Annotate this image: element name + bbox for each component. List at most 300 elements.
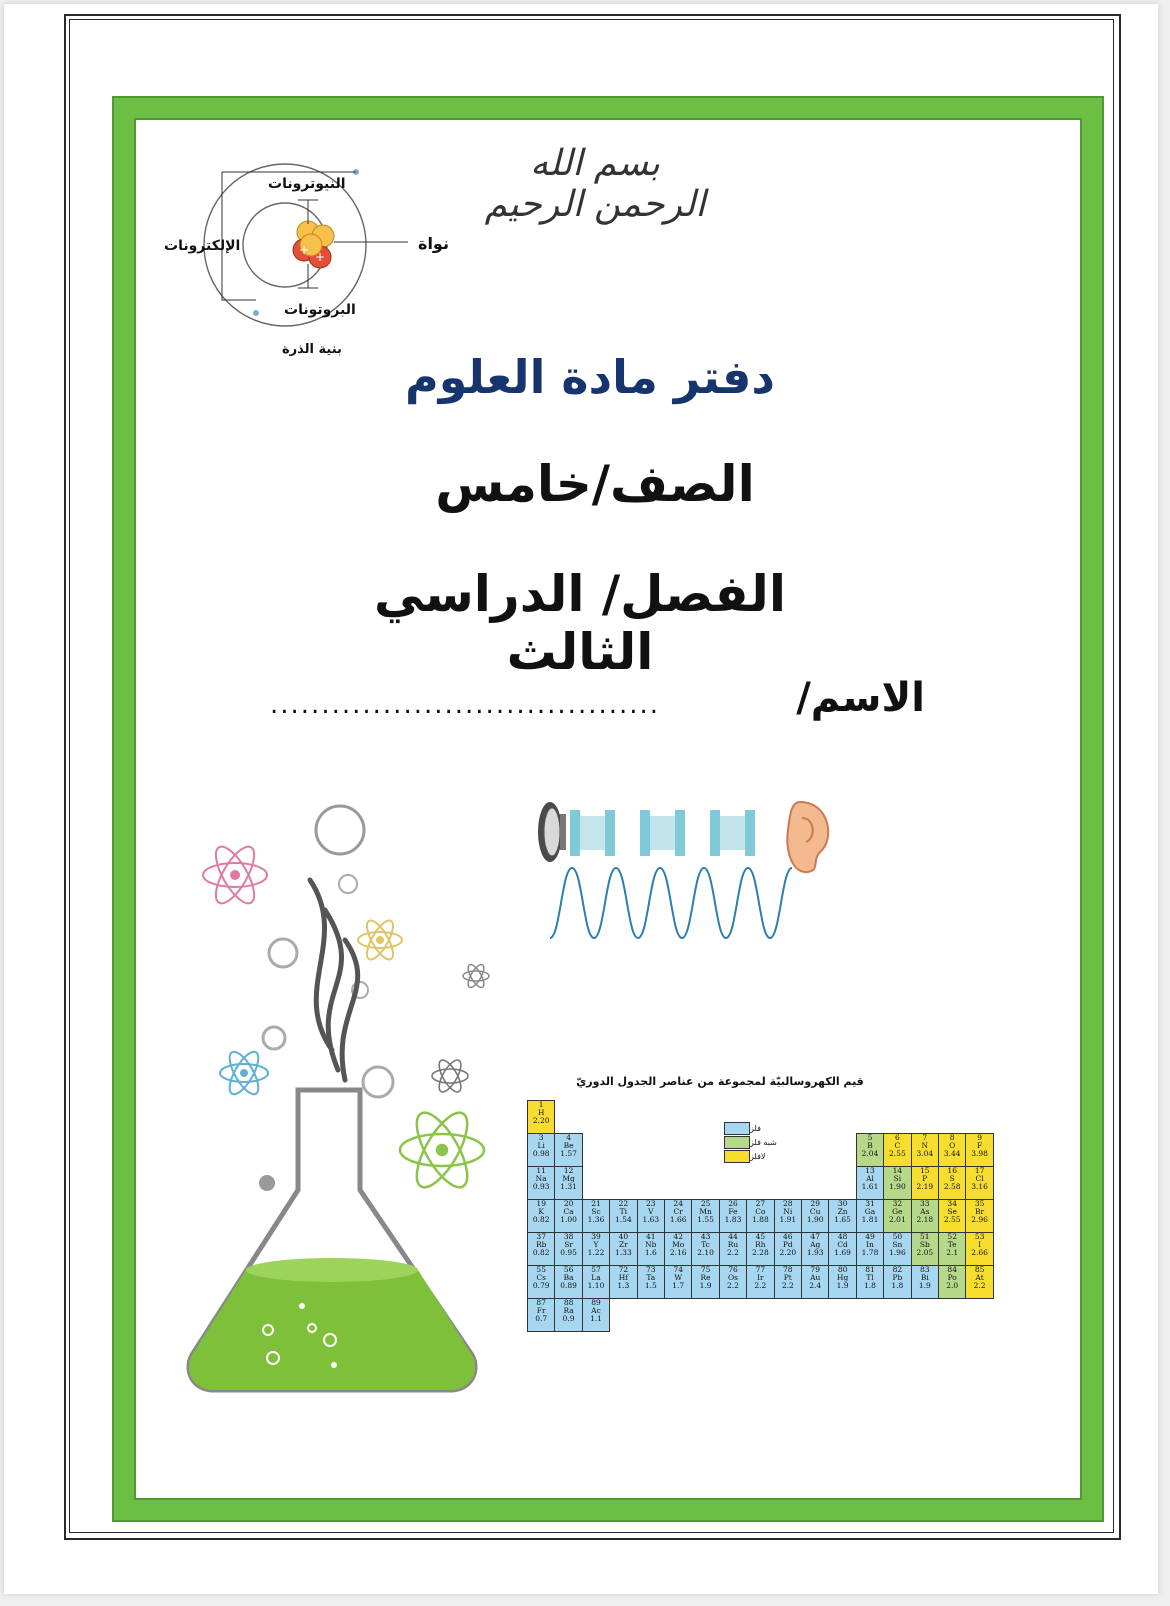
atomic-number: 44 [728,1232,738,1241]
element-symbol: Mn [699,1207,712,1216]
element-symbol: W [674,1273,683,1282]
atomic-number: 85 [974,1265,985,1274]
element-symbol: Al [866,1174,874,1183]
atomic-number: 33 [920,1199,930,1208]
atomic-number: 7 [922,1133,928,1142]
electronegativity-value: 1.90 [806,1215,824,1224]
element-cell-la [582,1265,610,1299]
element-cell-ag [801,1232,829,1266]
electronegativity-value: 1.7 [672,1281,685,1290]
legend-label: فلز [750,1124,761,1133]
atomic-number: 84 [947,1265,957,1274]
atomic-number: 56 [563,1265,574,1274]
electronegativity-value: 2.55 [889,1149,906,1158]
element-cell-te [938,1232,966,1266]
element-symbol: Tc [701,1240,710,1249]
element-cell-ac [582,1298,610,1332]
periodic-table-title: قيم الكهروسالبيّة لمجموعة من عناصر الجدول الدوريّ [576,1075,864,1088]
element-symbol: As [920,1207,930,1216]
electronegativity-value: 1.5 [644,1281,657,1290]
atomic-number: 29 [810,1199,820,1208]
electronegativity-value: 2.18 [916,1215,934,1224]
element-symbol: Ru [727,1240,739,1249]
electronegativity-value: 2.2 [781,1281,794,1290]
element-cell-si [883,1166,911,1200]
element-symbol: Mo [672,1240,685,1249]
element-cell-ba [554,1265,582,1299]
element-cell-ni [774,1199,802,1233]
element-cell-rb [527,1232,555,1266]
element-cell-al [856,1166,884,1200]
sound-wave [550,868,792,938]
electronegativity-value: 2.05 [916,1248,934,1257]
atomic-number: 42 [673,1232,683,1241]
atom-caption: بنية الذرة [282,342,342,357]
element-symbol: Ga [864,1207,876,1216]
element-symbol: Y [593,1240,599,1249]
element-cell-i [965,1232,993,1266]
element-symbol: Rb [535,1240,547,1249]
sound-illustration [530,800,840,960]
atomic-number: 31 [865,1199,875,1208]
element-cell-s [938,1166,966,1200]
electronegativity-value: 0.82 [532,1248,550,1257]
element-cell-cr [664,1199,692,1233]
element-symbol: F [976,1141,983,1150]
atomic-number: 30 [837,1199,848,1208]
atomic-number: 22 [618,1199,629,1208]
element-symbol: Si [893,1174,902,1183]
element-cell-zr [609,1232,637,1266]
electronegativity-value: 1.81 [861,1215,879,1224]
atom-icon [432,1057,468,1095]
element-cell-b [856,1133,884,1167]
electronegativity-value: 0.82 [532,1215,550,1224]
element-symbol: C [894,1141,901,1150]
electronegativity-value: 3.44 [943,1149,961,1158]
electronegativity-value: 1.63 [642,1215,660,1224]
element-symbol: Au [810,1273,821,1282]
element-cell-rh [746,1232,774,1266]
element-cell-li [527,1133,555,1167]
electronegativity-value: 1.9 [918,1281,931,1290]
atomic-number: 75 [700,1265,711,1274]
electronegativity-value: 0.93 [532,1182,550,1191]
element-symbol: Ra [563,1306,574,1315]
element-symbol: Te [947,1240,957,1249]
atomic-number: 89 [591,1298,601,1307]
element-symbol: Ba [563,1273,574,1282]
electronegativity-value: 1.61 [861,1182,879,1191]
element-cell-hg [828,1265,856,1299]
element-symbol: Sb [919,1240,930,1249]
atomic-number: 3 [538,1133,544,1142]
atom-icon [358,917,402,963]
element-cell-bi [911,1265,939,1299]
element-cell-n [911,1133,939,1167]
electronegativity-value: 2.2 [727,1248,739,1257]
electronegativity-value: 1.57 [560,1149,577,1158]
atomic-number: 16 [947,1166,957,1175]
element-symbol: Fe [728,1207,738,1216]
element-cell-au [801,1265,829,1299]
legend-label: لافلز [750,1152,766,1161]
electronegativity-value: 2.01 [889,1215,906,1224]
element-symbol: Cu [809,1207,821,1216]
element-symbol: I [978,1240,982,1249]
element-symbol: Ge [892,1207,903,1216]
legend-item [720,1150,765,1163]
electronegativity-value: 1.8 [864,1281,876,1290]
element-cell-sc [582,1199,610,1233]
element-cell-cd [828,1232,856,1266]
element-symbol: Zn [837,1207,848,1216]
element-symbol: H [537,1108,545,1117]
atomic-number: 72 [618,1265,629,1274]
element-cell-mg [554,1166,582,1200]
electronegativity-value: 1.55 [697,1215,714,1224]
electronegativity-value: 2.04 [861,1149,879,1158]
element-symbol: Po [947,1273,957,1282]
atomic-number: 49 [865,1232,875,1241]
atomic-number: 28 [783,1199,793,1208]
element-symbol: K [538,1207,544,1216]
element-symbol: B [867,1141,873,1150]
element-symbol: La [591,1273,601,1282]
element-symbol: Nb [645,1240,657,1249]
atomic-number: 79 [810,1265,820,1274]
element-symbol: Ag [810,1240,821,1249]
element-symbol: Ni [783,1207,793,1216]
element-cell-zn [828,1199,856,1233]
element-symbol: S [949,1174,955,1183]
electronegativity-value: 1.31 [560,1182,577,1191]
element-symbol: Se [947,1207,957,1216]
electronegativity-value: 2.16 [669,1248,687,1257]
atomic-number: 14 [892,1166,903,1175]
nucleus-label: نواة [418,234,449,253]
atomic-number: 83 [920,1265,930,1274]
electronegativity-value: 2.96 [971,1215,988,1224]
element-symbol: Cl [975,1174,984,1183]
element-cell-h [527,1100,555,1134]
atomic-number: 9 [977,1133,982,1142]
svg-text:+: + [314,250,326,264]
atomic-number: 78 [783,1265,793,1274]
legend-item [720,1136,777,1149]
atomic-number: 4 [566,1133,571,1142]
atomic-number: 8 [949,1133,955,1142]
element-cell-ta [637,1265,665,1299]
atomic-number: 12 [563,1166,574,1175]
electronegativity-value: 0.98 [532,1149,550,1158]
element-symbol: Li [537,1141,545,1150]
electronegativity-value: 1.90 [889,1182,906,1191]
element-cell-mn [691,1199,719,1233]
atom-icon [400,1106,484,1195]
electronegativity-value: 1.1 [590,1314,602,1323]
legend-swatch [724,1136,750,1149]
element-symbol: Tl [866,1273,874,1282]
atom-icon [220,1048,268,1099]
element-cell-f [965,1133,993,1167]
element-symbol: Co [755,1207,766,1216]
element-symbol: O [949,1141,956,1150]
element-cell-ra [554,1298,582,1332]
electronegativity-value: 2.4 [809,1281,822,1290]
element-symbol: Ta [646,1273,656,1282]
element-symbol: Sc [591,1207,601,1216]
name-label: الاسم/ [796,675,925,721]
electronegativity-value: 2.1 [946,1248,959,1257]
atomic-number: 46 [783,1232,793,1241]
element-symbol: Mg [562,1174,575,1183]
atomic-number: 74 [673,1265,683,1274]
atomic-number: 77 [755,1265,766,1274]
element-cell-at [965,1265,993,1299]
electronegativity-value: 3.98 [971,1149,988,1158]
element-symbol: Rh [755,1240,766,1249]
basmala-calligraphy: بسم الله الرحمن الرحيم [484,143,706,225]
legend-swatch [724,1150,750,1163]
atomic-number: 76 [728,1265,738,1274]
element-symbol: At [975,1273,984,1282]
element-symbol: Os [727,1273,738,1282]
electronegativity-value: 2.58 [943,1182,961,1191]
electronegativity-value: 0.79 [532,1281,550,1290]
sound-dots [580,816,745,850]
element-cell-ge [883,1199,911,1233]
element-cell-k [527,1199,555,1233]
element-symbol: N [921,1141,929,1150]
element-cell-pt [774,1265,802,1299]
atomic-number: 5 [867,1133,873,1142]
element-symbol: Cr [673,1207,683,1216]
element-symbol: Ac [591,1306,601,1315]
element-symbol: Sr [564,1240,573,1249]
electronegativity-value: 2.66 [971,1248,988,1257]
electronegativity-value: 1.6 [644,1248,657,1257]
electronegativity-value: 1.93 [806,1248,824,1257]
atomic-number: 35 [974,1199,985,1208]
atomic-number: 87 [536,1298,546,1307]
element-cell-se [938,1199,966,1233]
flask-illustration [180,790,520,1410]
element-symbol: Fr [536,1306,546,1315]
element-cell-sr [554,1232,582,1266]
atomic-number: 88 [563,1298,574,1307]
element-cell-ru [719,1232,747,1266]
element-symbol: Pt [783,1273,792,1282]
electronegativity-value: 1.9 [699,1281,712,1290]
name-fill-line[interactable]: ...................................... [270,690,661,720]
element-symbol: Ir [757,1273,764,1282]
electronegativity-value: 1.78 [861,1248,879,1257]
atomic-number: 53 [974,1232,985,1241]
element-cell-y [582,1232,610,1266]
element-cell-sb [911,1232,939,1266]
element-cell-tc [691,1232,719,1266]
element-cell-ir [746,1265,774,1299]
element-cell-pd [774,1232,802,1266]
legend-swatch [724,1122,750,1135]
element-symbol: Zr [618,1240,628,1249]
electronegativity-value: 2.2 [754,1281,767,1290]
element-symbol: Ti [619,1207,628,1216]
legend-label: شبه فلز [750,1138,777,1147]
element-cell-hf [609,1265,637,1299]
atomic-number: 20 [563,1199,574,1208]
element-cell-po [938,1265,966,1299]
atomic-number: 17 [974,1166,985,1175]
atomic-number: 25 [700,1199,711,1208]
term-line: الفصل/ الدراسي الثالث [374,565,786,681]
svg-text:+: + [298,243,310,257]
element-cell-os [719,1265,747,1299]
electronegativity-value: 1.83 [724,1215,742,1224]
element-cell-re [691,1265,719,1299]
electronegativity-value: 1.65 [834,1215,851,1224]
atomic-number: 19 [536,1199,546,1208]
atomic-number: 23 [646,1199,656,1208]
atomic-number: 50 [892,1232,903,1241]
element-cell-p [911,1166,939,1200]
atomic-number: 27 [755,1199,766,1208]
atom-icon [463,962,489,990]
electronegativity-value: 1.91 [779,1215,797,1224]
atomic-number: 40 [618,1232,629,1241]
electronegativity-value: 2.20 [532,1116,550,1125]
atomic-number: 1 [538,1100,544,1109]
element-symbol: Ca [563,1207,574,1216]
element-symbol: Be [563,1141,574,1150]
element-symbol: Sn [892,1240,903,1249]
element-cell-ga [856,1199,884,1233]
element-cell-mo [664,1232,692,1266]
element-symbol: In [866,1240,874,1249]
atomic-number: 81 [865,1265,875,1274]
atomic-number: 57 [591,1265,601,1274]
electronegativity-value: 1.8 [891,1281,904,1290]
atomic-number: 6 [894,1133,900,1142]
element-cell-o [938,1133,966,1167]
electronegativity-value: 1.36 [587,1215,605,1224]
element-cell-cu [801,1199,829,1233]
element-cell-in [856,1232,884,1266]
element-cell-na [527,1166,555,1200]
electronegativity-value: 2.10 [697,1248,714,1257]
element-symbol: Hg [836,1273,849,1282]
atomic-number: 41 [646,1232,656,1241]
electrons-label: الإلكترونات [164,238,241,254]
element-symbol: V [648,1207,654,1216]
atomic-number: 39 [591,1232,601,1241]
atomic-number: 80 [837,1265,848,1274]
atomic-number: 24 [673,1199,683,1208]
atomic-number: 15 [920,1166,930,1175]
atom-icon [203,841,267,908]
electronegativity-value: 0.95 [560,1248,577,1257]
element-cell-co [746,1199,774,1233]
element-cell-cs [527,1265,555,1299]
element-cell-cl [965,1166,993,1200]
grade-line: الصف/خامس [435,455,755,513]
electronegativity-value: 1.66 [669,1215,687,1224]
element-cell-ti [609,1199,637,1233]
element-cell-c [883,1133,911,1167]
element-cell-be [554,1133,582,1167]
element-cell-v [637,1199,665,1233]
element-cell-br [965,1199,993,1233]
protons-label: البروتونات [284,302,356,318]
element-symbol: Re [700,1273,711,1282]
element-symbol: P [922,1174,928,1183]
electronegativity-value: 3.04 [916,1149,934,1158]
atomic-number: 37 [536,1232,546,1241]
electronegativity-value: 1.88 [752,1215,769,1224]
element-symbol: Hf [618,1273,629,1282]
atomic-number: 48 [837,1232,848,1241]
notebook-title: دفتر مادة العلوم [405,350,775,404]
electronegativity-value: 2.28 [752,1248,769,1257]
electronegativity-value: 1.3 [617,1281,630,1290]
electronegativity-value: 2.55 [943,1215,961,1224]
electronegativity-value: 1.69 [834,1248,851,1257]
electronegativity-value: 2.2 [973,1281,986,1290]
electronegativity-value: 2.2 [727,1281,739,1290]
electronegativity-value: 1.10 [587,1281,605,1290]
element-cell-tl [856,1265,884,1299]
element-cell-fe [719,1199,747,1233]
atomic-number: 45 [755,1232,766,1241]
element-cell-pb [883,1265,911,1299]
electron-dot [253,310,259,316]
electronegativity-value: 3.16 [971,1182,988,1191]
element-cell-w [664,1265,692,1299]
atomic-number: 21 [591,1199,601,1208]
atomic-number: 13 [865,1166,875,1175]
neutrons-label: النيوترونات [268,176,346,192]
atomic-number: 34 [947,1199,957,1208]
element-symbol: Cd [837,1240,848,1249]
electronegativity-value: 2.20 [779,1248,797,1257]
element-cell-nb [637,1232,665,1266]
electronegativity-value: 0.9 [562,1314,575,1323]
atomic-number: 52 [947,1232,957,1241]
electronegativity-value: 1.22 [587,1248,605,1257]
legend-item [720,1122,761,1135]
atomic-number: 51 [920,1232,930,1241]
electronegativity-value: 1.9 [836,1281,849,1290]
atomic-number: 47 [810,1232,820,1241]
element-cell-as [911,1199,939,1233]
element-symbol: Br [975,1207,985,1216]
element-cell-sn [883,1232,911,1266]
element-cell-ca [554,1199,582,1233]
atomic-number: 26 [728,1199,738,1208]
electronegativity-value: 1.00 [560,1215,577,1224]
ear-icon [787,802,828,872]
element-symbol: Na [535,1174,547,1183]
electronegativity-value: 1.54 [615,1215,632,1224]
atomic-number: 73 [646,1265,656,1274]
electronegativity-value: 1.33 [615,1248,632,1257]
atomic-number: 55 [536,1265,546,1274]
electronegativity-value: 2.19 [916,1182,934,1191]
atomic-number: 11 [536,1166,546,1175]
element-cell-fr [527,1298,555,1332]
atomic-number: 32 [892,1199,903,1208]
